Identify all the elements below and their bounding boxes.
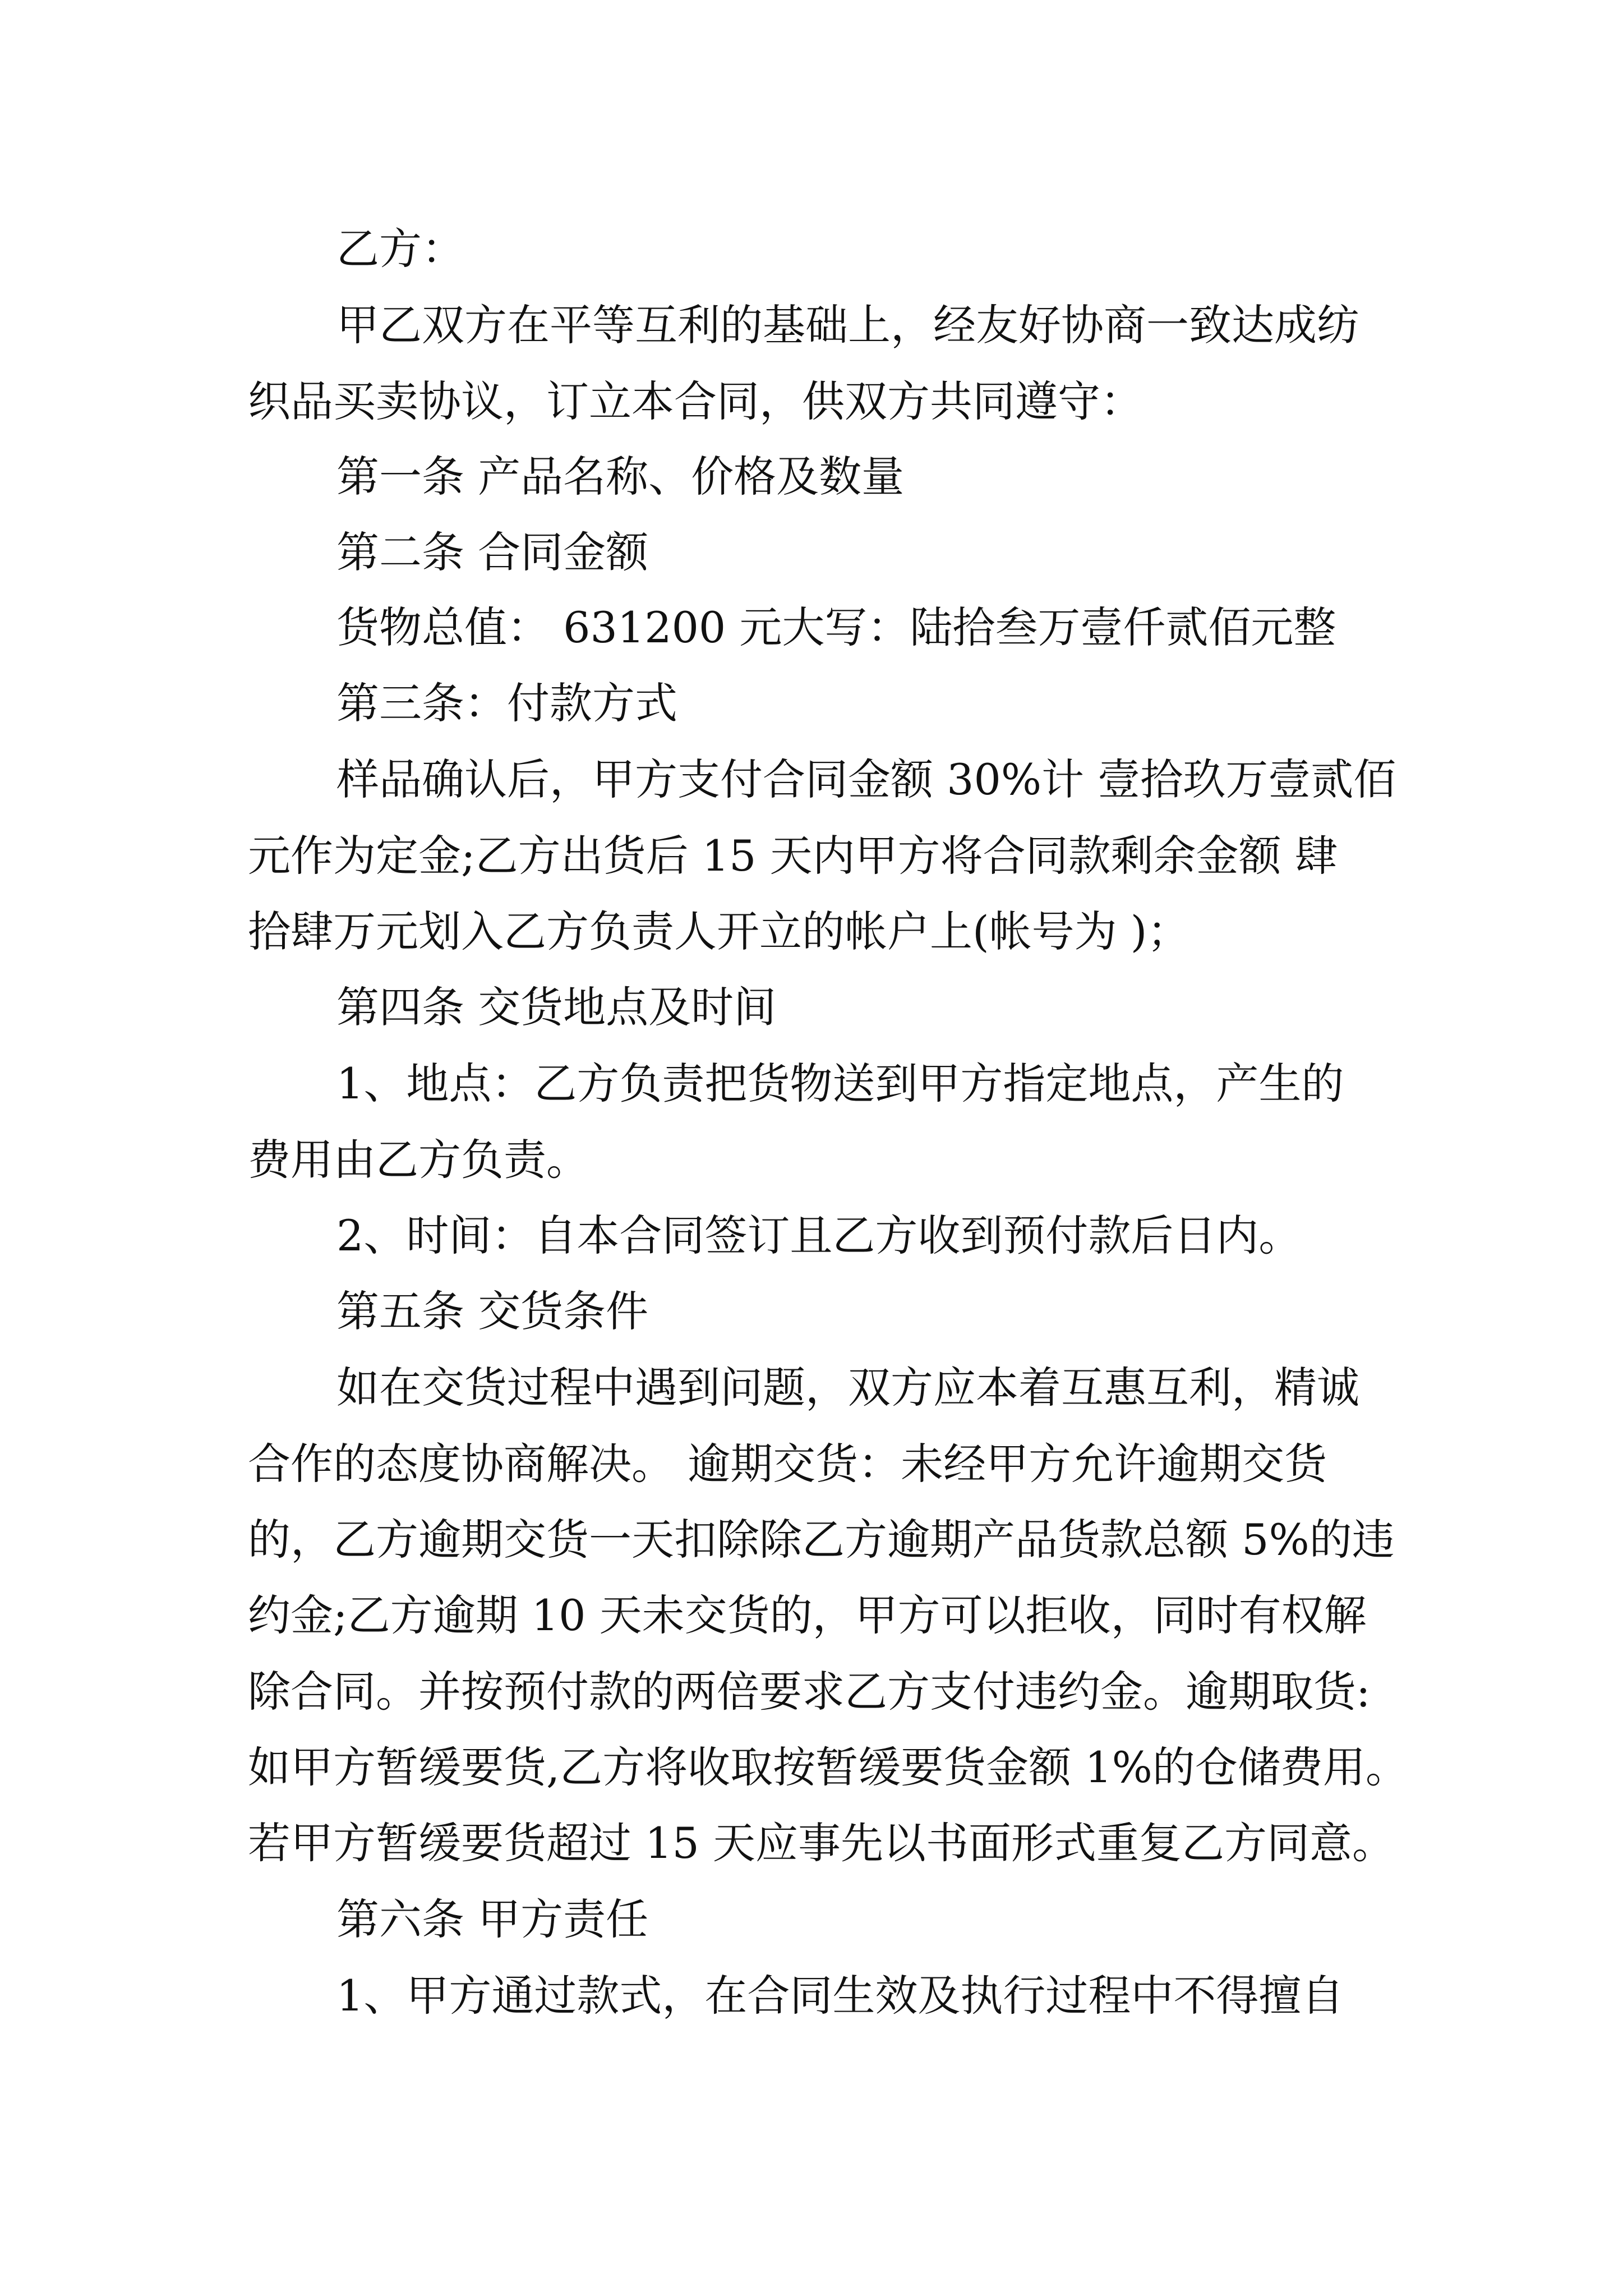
payment-line-2: 元作为定金;乙方出货后 15 天内甲方将合同款剩余金额 肆 xyxy=(248,831,1338,881)
article-1-heading: 第一条 产品名称、价格及数量 xyxy=(336,452,905,501)
total-value-line: 货物总值： 631200 元大写：陆拾叁万壹仟贰佰元整 xyxy=(336,602,1336,652)
preamble-line-2: 织品买卖协议，订立本合同，供双方共同遵守： xyxy=(248,376,1143,426)
delivery-terms-line-6: 如甲方暂缓要货,乙方将收取按暂缓要货金额 1%的仓储费用。 xyxy=(248,1742,1408,1792)
delivery-time-line: 2、时间：自本合同签订且乙方收到预付款后日内。 xyxy=(336,1211,1302,1260)
article-4-heading: 第四条 交货地点及时间 xyxy=(336,982,777,1032)
article-2-heading: 第二条 合同金额 xyxy=(336,527,649,577)
delivery-location-line-2: 费用由乙方负责。 xyxy=(248,1135,589,1185)
party-a-duty-line-1: 1、甲方通过款式，在合同生效及执行过程中不得擅自 xyxy=(336,1971,1344,2021)
delivery-terms-line-7: 若甲方暂缓要货超过 15 天应事先以书面形式重复乙方同意。 xyxy=(248,1818,1395,1868)
delivery-terms-line-5: 除合同。并按预付款的两倍要求乙方支付违约金。逾期取货: xyxy=(248,1667,1371,1717)
article-5-heading: 第五条 交货条件 xyxy=(336,1286,649,1336)
party-b-label: 乙方： xyxy=(336,224,464,274)
delivery-location-line-1: 1、地点：乙方负责把货物送到甲方指定地点，产生的 xyxy=(336,1059,1344,1108)
delivery-terms-line-2: 合作的态度协商解决。 逾期交货：未经甲方允许逾期交货 xyxy=(248,1439,1327,1489)
article-3-heading: 第三条：付款方式 xyxy=(336,678,677,728)
delivery-terms-line-4: 约金;乙方逾期 10 天未交货的，甲方可以拒收，同时有权解 xyxy=(248,1590,1367,1640)
delivery-terms-line-1: 如在交货过程中遇到问题，双方应本着互惠互利，精诚 xyxy=(336,1363,1359,1412)
delivery-terms-line-3: 的，乙方逾期交货一天扣除除乙方逾期产品货款总额 5%的违 xyxy=(248,1515,1395,1565)
payment-line-1: 样品确认后，甲方支付合同金额 30%计 壹拾玖万壹贰佰 xyxy=(336,754,1396,804)
article-6-heading: 第六条 甲方责任 xyxy=(336,1894,649,1944)
preamble-line-1: 甲乙双方在平等互利的基础上，经友好协商一致达成纺 xyxy=(336,300,1359,350)
payment-line-3: 拾肆万元划入乙方负责人开立的帐户上(帐号为 )； xyxy=(248,907,1190,956)
